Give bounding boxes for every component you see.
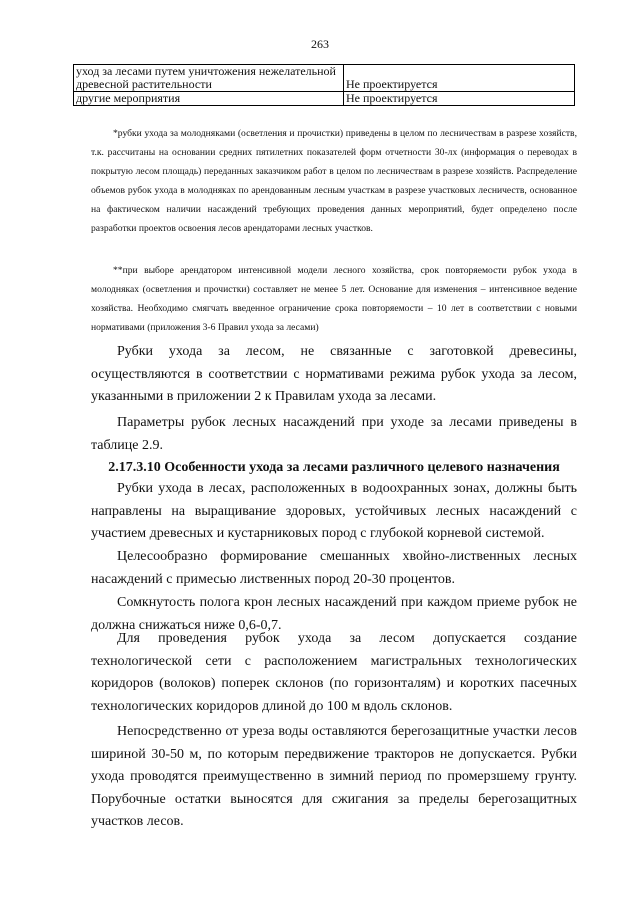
table-cell-activity: уход за лесами путем уничтожения нежелательной древесной растительности <box>74 65 344 92</box>
paragraph: Целесообразно формирование смешанных хвойно-лиственных лесных насаждений с примесью лиственных пород 20-30 процентов. <box>91 549 577 587</box>
footnote-2: **при выборе арендатором интенсивной модели лесного хозяйства, срок повторяемости рубок ухода в молодняках (осветления и прочистки) составляет не менее 5 лет. Основание для изменения – интенсивное ведение хозяйства. Необходимо смягчать введенное ограничение срока повторяемости – 10 лет в соответствии с новыми нормативами (приложения 3-6 Правил ухода за лесами) <box>91 265 577 333</box>
section-heading: 2.17.3.10 Особенности ухода за лесами различного целевого назначения <box>108 460 560 475</box>
paragraph: Рубки ухода за лесом, не связанные с заготовкой древесины, осуществляются в соответствии с нормативами режима рубок ухода за лесом, указанными в приложении 2 к Правилам ухода за лесами. <box>91 344 577 404</box>
paragraph: Для проведения рубок ухода за лесом допускается создание технологической сети с расположением магистральных технологических коридоров (волоков) поперек склонов (по горизонталям) и коротких пасечных технологических коридоров длиной до 100 м вдоль склонов. <box>91 631 577 714</box>
table-cell-status: Не проектируется <box>344 65 575 92</box>
paragraph: Параметры рубок лесных насаждений при уходе за лесами приведены в таблице 2.9. <box>91 415 577 453</box>
page-number: 263 <box>311 37 329 51</box>
table-row <box>74 92 575 106</box>
paragraph: Сомкнутость полога крон лесных насаждений при каждом приеме рубок не должна снижаться ниже 0,6-0,7. <box>91 595 577 633</box>
paragraph: Непосредственно от уреза воды оставляются берегозащитные участки лесов шириной 30-50 м, по которым передвижение тракторов не допускается. Рубки ухода проводятся преимущественно в зимний период по промерзшему грунту. Порубочные остатки выносятся для сжигания за пределы берегозащитных участков лесов. <box>91 724 577 829</box>
paragraph: Рубки ухода в лесах, расположенных в водоохранных зонах, должны быть направлены на выращивание здоровых, устойчивых лесных насаждений с участием древесных и кустарниковых пород с глубокой корневой системой. <box>91 481 577 541</box>
table-cell-status: Не проектируется <box>344 92 575 106</box>
table-cell-activity: другие мероприятия <box>74 92 344 106</box>
measures-table <box>73 64 575 106</box>
table-row <box>74 65 575 92</box>
footnote-1: *рубки ухода за молодняками (осветления и прочистки) приведены в целом по лесничествам в разрезе хозяйств, т.к. рассчитаны на основании средних пятилетних показателей форм отчетности 30-лх (информация о переводах в покрытую лесом площадь) переданных заказчиком работ в целом по лесничествам в разрезе хозяйств. Распределение объемов рубок ухода в молодняках по арендованным лесным участкам в разрезе участковых лесничеств, основанное на фактическом наличии насаждений требующих проведения данных мероприятий, будет определено после разработки проектов освоения лесов арендаторами лесных участков. <box>91 128 577 234</box>
